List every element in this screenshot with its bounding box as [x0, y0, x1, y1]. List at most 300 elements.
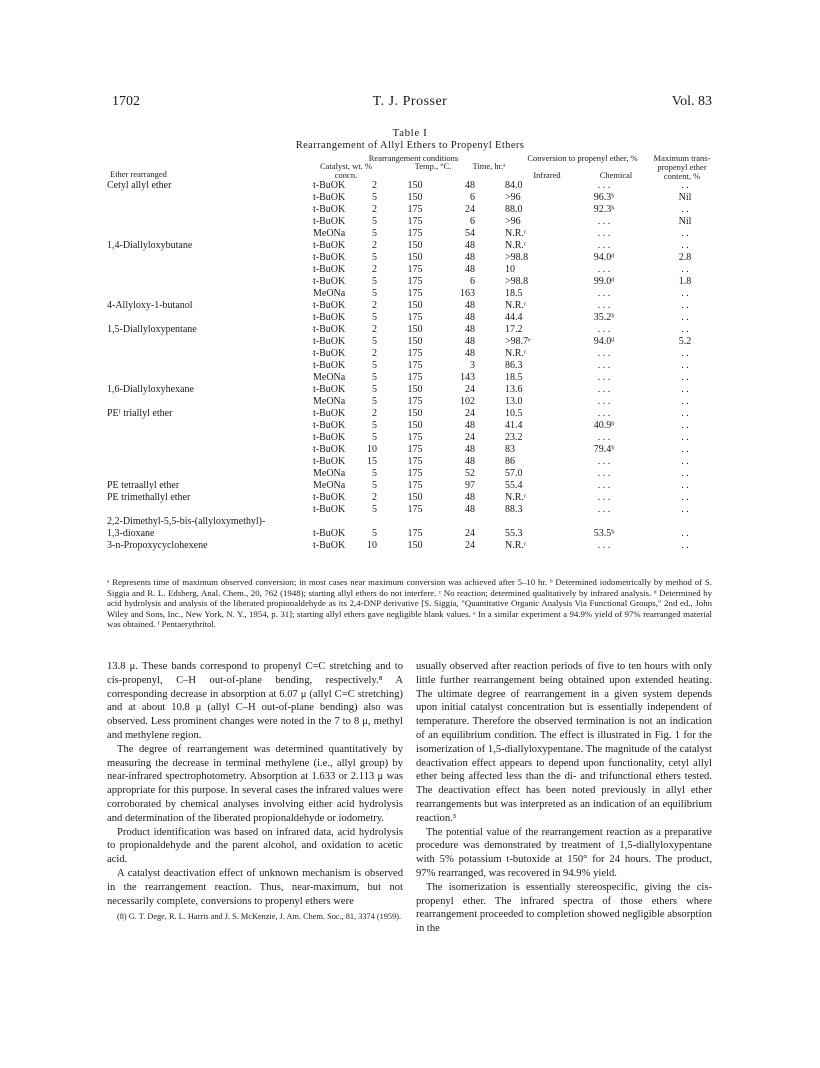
cell-time: 24 — [465, 432, 475, 443]
table-row — [107, 492, 737, 504]
cell-cat: MeONa — [313, 288, 346, 299]
cell-cat: t-BuOK — [313, 540, 346, 551]
cell-ir: 55.3 — [505, 528, 523, 539]
cell-cat: t-BuOK — [313, 264, 346, 275]
table-caption: Table I — [392, 127, 428, 139]
page-number: 1702 — [112, 94, 140, 109]
volume-label: Vol. 83 — [671, 94, 712, 109]
cell-time: 52 — [465, 468, 475, 479]
cell-temp: 150 — [407, 324, 423, 335]
cell-cat: t-BuOK — [313, 252, 346, 263]
cell-ir: N.R.ᶜ — [505, 492, 527, 503]
cell-ether: 1,4-Diallyloxybutane — [107, 240, 193, 251]
cell-max: . . — [681, 204, 689, 215]
cell-ether: 4-Allyloxy-1-butanol — [107, 300, 193, 311]
cell-cat — [313, 516, 353, 528]
cell-chem: . . . — [597, 360, 611, 371]
cell-time: 163 — [460, 288, 475, 299]
cell-temp: 150 — [407, 336, 423, 347]
cell-temp: 150 — [407, 192, 423, 203]
table-row — [107, 456, 737, 468]
cell-wt: 5 — [372, 528, 377, 539]
cell-chem: . . . — [597, 408, 611, 419]
cell-chem: . . . — [597, 468, 611, 479]
cell-wt: 5 — [372, 228, 377, 239]
table-footnotes: ᵃ Represents time of maximum observed conversion; in most cases near maximum conversion was achieved after 5–10 hr. ᵇ Determined iodometrically by method of S. Siggia and R. L. Edsberg, Anal. Chem., 20, 762 (1948); starting allyl ethers do not interfere. ᶜ No reaction; determined qualitatively by infrared analysis. ᵈ Determined by acid hydrolysis and analysis of the liberated propionaldehyde as its 2,4-DNP derivative [S. Siggia, "Quantitative Organic Analysis Via Functional Groups," 2nd ed., John Wiley and Sons, Inc., New York, N. Y., 1954, p. 31]; starting allyl ethers gave negligible blank values. ᵉ In a similar experiment a 94.9% yield of 97% rearranged material was obtained. ᶠ Pentaerythritol. — [107, 577, 712, 629]
cell-ether — [107, 204, 313, 216]
cell-ir: 10.5 — [505, 408, 523, 419]
table-row — [107, 336, 737, 348]
table-row — [107, 372, 737, 384]
cell-wt: 5 — [372, 252, 377, 263]
cell-max: . . — [681, 540, 689, 551]
cell-temp: 175 — [407, 312, 423, 323]
cell-max: Nil — [678, 216, 692, 227]
cell-max: . . — [681, 456, 689, 467]
cell-max: . . — [681, 372, 689, 383]
table-row — [107, 180, 737, 192]
cell-ir: 13.0 — [505, 396, 523, 407]
cell-cat: t-BuOK — [313, 324, 346, 335]
cell-ether — [107, 288, 313, 300]
cell-time: 48 — [465, 324, 475, 335]
cell-max: . . — [681, 444, 689, 455]
cell-chem: . . . — [597, 504, 611, 515]
cell-wt: 5 — [372, 420, 377, 431]
cell-cat: t-BuOK — [313, 360, 346, 371]
cell-time: 24 — [465, 528, 475, 539]
cell-ether — [107, 468, 313, 480]
cell-time: 48 — [465, 252, 475, 263]
cell-ether — [107, 504, 313, 516]
cell-max: . . — [681, 288, 689, 299]
cell-wt: 10 — [367, 540, 377, 551]
cell-cat: t-BuOK — [313, 420, 346, 431]
cell-temp: 175 — [407, 228, 423, 239]
cell-time: 48 — [465, 240, 475, 251]
cell-ir: 86 — [505, 456, 515, 467]
header-time: Time, hr.ᵃ — [472, 161, 506, 171]
cell-ether: Cetyl allyl ether — [107, 180, 172, 191]
cell-time: 48 — [465, 300, 475, 311]
cell-cat: t-BuOK — [313, 192, 346, 203]
cell-ether: 1,3-dioxane — [107, 528, 155, 539]
cell-ir: 86.3 — [505, 360, 523, 371]
paragraph: usually observed after reaction periods of five to ten hours with only little further rearrangement being obtained upon extended heating. The ultimate degree of rearrangement in a given system depends upon initial catalyst concentration but is essentially independent of temperature. Therefore the observed termination is not an indication of an equilibrium condition. The effect is illustrated in Fig. 1 for the isomerization of 1,5-diallyloxypentane. The magnitude of the catalyst deactivation effect appears to depend upon functionality, cetyl allyl ether being affected less than the di- and trifunctional ethers tested. The deactivation effect has been noted previously in allyl ether rearrangements but was interpreted as an indication of an equilibrium reaction.³ — [416, 661, 712, 824]
cell-temp: 175 — [407, 504, 423, 515]
cell-wt: 5 — [372, 288, 377, 299]
table-row — [107, 480, 737, 492]
table-row — [107, 240, 737, 252]
table-row — [107, 432, 737, 444]
cell-ir: N.R.ᶜ — [505, 228, 527, 239]
cell-ir: 18.5 — [505, 288, 523, 299]
cell-wt: 10 — [367, 444, 377, 455]
cell-time: 48 — [465, 504, 475, 515]
cell-time: 6 — [470, 216, 475, 227]
cell-max: . . — [681, 504, 689, 515]
cell-ether: PE tetraallyl ether — [107, 480, 180, 491]
cell-cat: t-BuOK — [313, 312, 346, 323]
cell-chem: . . . — [597, 300, 611, 311]
cell-wt: 5 — [372, 360, 377, 371]
table-row — [107, 216, 737, 228]
cell-cat: MeONa — [313, 480, 346, 491]
cell-chem: . . . — [597, 264, 611, 275]
table-row — [107, 204, 737, 216]
cell-temp: 175 — [407, 480, 423, 491]
cell-chem: 40.9ᵇ — [593, 420, 615, 431]
table-row — [107, 504, 737, 516]
cell-chem: 94.0ᵈ — [593, 336, 615, 347]
cell-time: 48 — [465, 492, 475, 503]
cell-ir: N.R.ᶜ — [505, 540, 527, 551]
cell-temp: 150 — [407, 252, 423, 263]
header-ether: Ether rearranged — [110, 169, 167, 179]
cell-ir: >96 — [505, 216, 521, 227]
cell-chem: . . . — [597, 432, 611, 443]
cell-chem: . . . — [597, 480, 611, 491]
cell-wt: 2 — [372, 240, 377, 251]
cell-cat: t-BuOK — [313, 432, 346, 443]
cell-cat: MeONa — [313, 468, 346, 479]
cell-chem — [575, 516, 633, 528]
table-row — [107, 312, 737, 324]
cell-ir: >98.8 — [505, 252, 529, 263]
cell-ir: 13.6 — [505, 384, 523, 395]
cell-temp: 175 — [407, 444, 423, 455]
cell-max: . . — [681, 360, 689, 371]
table-row — [107, 264, 737, 276]
cell-ether — [107, 420, 313, 432]
cell-ether: PEᶠ triallyl ether — [107, 408, 173, 419]
cell-chem: 92.3ᵇ — [593, 204, 615, 215]
cell-temp: 175 — [407, 276, 423, 287]
cell-time: 24 — [465, 204, 475, 215]
cell-time: 48 — [465, 444, 475, 455]
cell-max: Nil — [678, 192, 692, 203]
cell-cat: t-BuOK — [313, 336, 346, 347]
cell-temp: 150 — [407, 180, 423, 191]
cell-ir: 23.2 — [505, 432, 523, 443]
table-row — [107, 516, 737, 528]
paragraph: The degree of rearrangement was determined quantitatively by measuring the decrease in terminal methylene (i.e., allyl group) by near-infrared spectrophotometry. Absorption at 1.633 or 2.113 μ was appropriate for this purpose. In several cases the infrared values were corroborated by chemical analyses involving either acid hydrolysis and determination of the liberated propionaldehyde or iodometry. — [107, 743, 403, 824]
cell-wt: 2 — [372, 324, 377, 335]
cell-temp: 150 — [407, 420, 423, 431]
cell-temp: 175 — [407, 372, 423, 383]
cell-chem: . . . — [597, 456, 611, 467]
cell-ir: N.R.ᶜ — [505, 348, 527, 359]
cell-max: . . — [681, 420, 689, 431]
cell-cat: MeONa — [313, 372, 346, 383]
cell-temp: 150 — [407, 540, 423, 551]
cell-ether — [107, 336, 313, 348]
cell-wt: 5 — [372, 216, 377, 227]
cell-max: . . — [681, 300, 689, 311]
group-header-conversion: Conversion to propenyl ether, % — [527, 153, 638, 163]
cell-ir: 41.4 — [505, 420, 523, 431]
cell-ether — [107, 312, 313, 324]
cell-ether — [107, 216, 313, 228]
header-chemical: Chemical — [599, 170, 633, 180]
cell-ether: 1,6-Diallyloxyhexane — [107, 384, 194, 395]
cell-ir: 44.4 — [505, 312, 523, 323]
cell-time: 48 — [465, 336, 475, 347]
cell-wt: 2 — [372, 264, 377, 275]
cell-ir: 88.0 — [505, 204, 523, 215]
cell-chem: . . . — [597, 180, 611, 191]
cell-ether: 3-n-Propoxycyclohexene — [107, 540, 208, 551]
cell-cat: t-BuOK — [313, 204, 346, 215]
cell-ir: 10 — [505, 264, 515, 275]
cell-temp: 175 — [407, 396, 423, 407]
cell-chem: 99.0ᵈ — [593, 276, 615, 287]
reference-8: (8) G. T. Dege, R. L. Harris and J. S. McKenzie, J. Am. Chem. Soc., 81, 3374 (1959). — [117, 912, 402, 922]
cell-ether — [107, 396, 313, 408]
cell-chem: 53.5ᵇ — [593, 528, 615, 539]
cell-ir: 57.0 — [505, 468, 523, 479]
cell-temp: 175 — [407, 528, 423, 539]
table-row — [107, 408, 737, 420]
cell-wt: 2 — [372, 300, 377, 311]
cell-time: 24 — [465, 408, 475, 419]
cell-cat: t-BuOK — [313, 276, 346, 287]
cell-temp: 175 — [407, 432, 423, 443]
cell-chem: 96.3ᵇ — [593, 192, 615, 203]
table-row — [107, 528, 737, 540]
cell-cat: t-BuOK — [313, 348, 346, 359]
cell-temp: 150 — [407, 240, 423, 251]
cell-wt: 5 — [372, 192, 377, 203]
cell-max: . . — [681, 180, 689, 191]
cell-wt: 5 — [372, 468, 377, 479]
cell-chem: . . . — [597, 372, 611, 383]
cell-chem: 79.4ᵇ — [593, 444, 615, 455]
cell-temp: 175 — [407, 348, 423, 359]
cell-chem: . . . — [597, 348, 611, 359]
cell-ir: 84.0 — [505, 180, 523, 191]
cell-chem: 35.2ᵇ — [593, 312, 615, 323]
cell-wt: 2 — [372, 180, 377, 191]
cell-max: . . — [681, 240, 689, 251]
cell-time: 6 — [470, 276, 475, 287]
cell-time: 48 — [465, 180, 475, 191]
cell-cat: t-BuOK — [313, 300, 346, 311]
group-header-conditions: Rearrangement conditions — [368, 153, 459, 163]
cell-temp — [381, 516, 449, 528]
cell-time: 48 — [465, 456, 475, 467]
cell-cat: MeONa — [313, 228, 346, 239]
cell-wt: 5 — [372, 312, 377, 323]
cell-wt: 5 — [372, 276, 377, 287]
cell-time: 48 — [465, 348, 475, 359]
table-row — [107, 228, 737, 240]
cell-max: . . — [681, 228, 689, 239]
cell-temp: 150 — [407, 300, 423, 311]
cell-time: 48 — [465, 420, 475, 431]
running-title: T. J. Prosser — [372, 94, 448, 109]
table-row — [107, 348, 737, 360]
cell-time: 48 — [465, 264, 475, 275]
cell-max: . . — [681, 480, 689, 491]
cell-temp: 175 — [407, 216, 423, 227]
paragraph: 13.8 μ. These bands correspond to propenyl C=C stretching and to cis-propenyl, C–H out-of-plane bending, respectively.⁸ A corresponding decrease in absorption at 6.07 μ (allyl C=C stretching) and at about 10.8 μ (allyl C–H out-of-plane bending) also was observed. Less prominent changes were noted in the 7 to 8 μ, methyl and methylene region. — [107, 661, 403, 741]
cell-cat: t-BuOK — [313, 492, 346, 503]
cell-temp: 175 — [407, 456, 423, 467]
cell-temp: 175 — [407, 360, 423, 371]
cell-cat: t-BuOK — [313, 216, 346, 227]
body-column-left — [107, 660, 403, 923]
cell-wt: 2 — [372, 492, 377, 503]
cell-cat: t-BuOK — [313, 456, 346, 467]
cell-max: . . — [681, 312, 689, 323]
cell-temp: 175 — [407, 264, 423, 275]
cell-ir: >98.8 — [505, 276, 529, 287]
cell-ether — [107, 432, 313, 444]
cell-max: . . — [681, 492, 689, 503]
cell-temp: 150 — [407, 492, 423, 503]
cell-ether — [107, 456, 313, 468]
cell-ether — [107, 276, 313, 288]
cell-cat: t-BuOK — [313, 408, 346, 419]
cell-chem: . . . — [597, 540, 611, 551]
cell-max: . . — [681, 324, 689, 335]
cell-ir: N.R.ᶜ — [505, 240, 527, 251]
header-infrared: Infrared — [533, 170, 561, 180]
running-header — [0, 94, 820, 112]
table-row — [107, 276, 737, 288]
cell-ir: 17.2 — [505, 324, 523, 335]
cell-time: 54 — [465, 228, 475, 239]
cell-cat: t-BuOK — [313, 180, 346, 191]
cell-wt: 2 — [372, 408, 377, 419]
cell-ir: 88.3 — [505, 504, 523, 515]
cell-cat: t-BuOK — [313, 240, 346, 251]
cell-temp: 175 — [407, 288, 423, 299]
cell-ether: 2,2-Dimethyl-5,5-bis-(allyloxymethyl)- — [107, 516, 266, 527]
cell-ether — [107, 252, 313, 264]
cell-wt: 2 — [372, 348, 377, 359]
cell-ether — [107, 360, 313, 372]
cell-temp: 175 — [407, 468, 423, 479]
cell-cat: t-BuOK — [313, 384, 346, 395]
cell-temp: 150 — [407, 384, 423, 395]
paragraph: The potential value of the rearrangement reaction as a preparative procedure was demonstrated by treatment of 1,5-diallyloxypentane with 5% potassium t-butoxide at 150° for 24 hours. The product, 97% rearranged, was recovered in 94.9% yield. — [416, 826, 712, 879]
cell-max: . . — [681, 396, 689, 407]
cell-ether: PE trimethallyl ether — [107, 492, 191, 503]
cell-ether — [107, 228, 313, 240]
cell-time — [449, 516, 479, 528]
cell-cat: t-BuOK — [313, 504, 346, 515]
cell-chem: . . . — [597, 396, 611, 407]
body-column-right — [416, 660, 712, 936]
cell-wt: 5 — [372, 432, 377, 443]
cell-ether: 1,5-Diallyloxypentane — [107, 324, 197, 335]
header-max-trans: Maximum trans-propenyl ether content, % — [653, 153, 711, 181]
table-row — [107, 192, 737, 204]
paragraph: Product identification was based on infrared data, acid hydrolysis to propionaldehyde and the parent alcohol, and oxidation to acetic acid. — [107, 826, 403, 866]
cell-chem: . . . — [597, 240, 611, 251]
cell-chem: . . . — [597, 228, 611, 239]
rearrangement-table — [107, 180, 737, 552]
header-temp: Temp., °C. — [414, 161, 452, 171]
cell-cat: MeONa — [313, 396, 346, 407]
table-title: Rearrangement of Allyl Ethers to Propenyl Ethers — [295, 140, 525, 151]
cell-max: . . — [681, 432, 689, 443]
table-row — [107, 288, 737, 300]
table-row — [107, 252, 737, 264]
cell-wt: 2 — [372, 204, 377, 215]
cell-max: . . — [681, 264, 689, 275]
table-row — [107, 540, 737, 552]
cell-chem: . . . — [597, 324, 611, 335]
table-row — [107, 396, 737, 408]
cell-wt: 5 — [372, 384, 377, 395]
header-catalyst: Catalyst, wt. % concn. — [320, 161, 372, 180]
cell-wt: 5 — [372, 480, 377, 491]
cell-chem: . . . — [597, 288, 611, 299]
cell-time: 97 — [465, 480, 475, 491]
cell-cat: t-BuOK — [313, 444, 346, 455]
cell-time: 3 — [470, 360, 475, 371]
cell-max: . . — [681, 408, 689, 419]
cell-temp: 150 — [407, 408, 423, 419]
cell-temp: 175 — [407, 204, 423, 215]
cell-cat: t-BuOK — [313, 528, 346, 539]
cell-wt: 5 — [372, 372, 377, 383]
table-row — [107, 324, 737, 336]
cell-wt: 5 — [372, 336, 377, 347]
cell-ether — [107, 348, 313, 360]
cell-wt: 5 — [372, 396, 377, 407]
cell-max: . . — [681, 384, 689, 395]
cell-wt: 15 — [367, 456, 377, 467]
table-row — [107, 300, 737, 312]
cell-time: 24 — [465, 540, 475, 551]
cell-max: 5.2 — [678, 336, 692, 347]
cell-chem: . . . — [597, 384, 611, 395]
cell-ir: >96 — [505, 192, 521, 203]
cell-ether — [107, 192, 313, 204]
cell-max: 2.8 — [678, 252, 692, 263]
table-row — [107, 468, 737, 480]
table-row — [107, 360, 737, 372]
cell-time: 6 — [470, 192, 475, 203]
cell-ir: 83 — [505, 444, 515, 455]
cell-max: . . — [681, 348, 689, 359]
cell-chem: . . . — [597, 492, 611, 503]
table-row — [107, 420, 737, 432]
cell-ir: 55.4 — [505, 480, 523, 491]
cell-ether — [107, 264, 313, 276]
cell-wt — [353, 516, 381, 528]
cell-max: . . — [681, 468, 689, 479]
cell-chem: . . . — [597, 216, 611, 227]
paragraph: A catalyst deactivation effect of unknown mechanism is observed in the rearrangement reaction. Thus, near-maximum, but not necessarily complete, conversions to propenyl ethers were — [107, 867, 403, 907]
table-row — [107, 444, 737, 456]
cell-time: 143 — [460, 372, 475, 383]
cell-ir: N.R.ᶜ — [505, 300, 527, 311]
cell-ir: >98.7ᵉ — [505, 336, 531, 347]
table-row — [107, 384, 737, 396]
cell-wt: 5 — [372, 504, 377, 515]
cell-ether — [107, 444, 313, 456]
paragraph: The isomerization is essentially stereospecific, giving the cis-propenyl ether. The infrared spectra of those ethers where rearrangement proceeded to completion showed negligible absorption in the — [416, 881, 712, 935]
cell-max — [633, 516, 737, 528]
cell-ir: 18.5 — [505, 372, 523, 383]
cell-time: 48 — [465, 312, 475, 323]
cell-chem: 94.0ᵈ — [593, 252, 615, 263]
